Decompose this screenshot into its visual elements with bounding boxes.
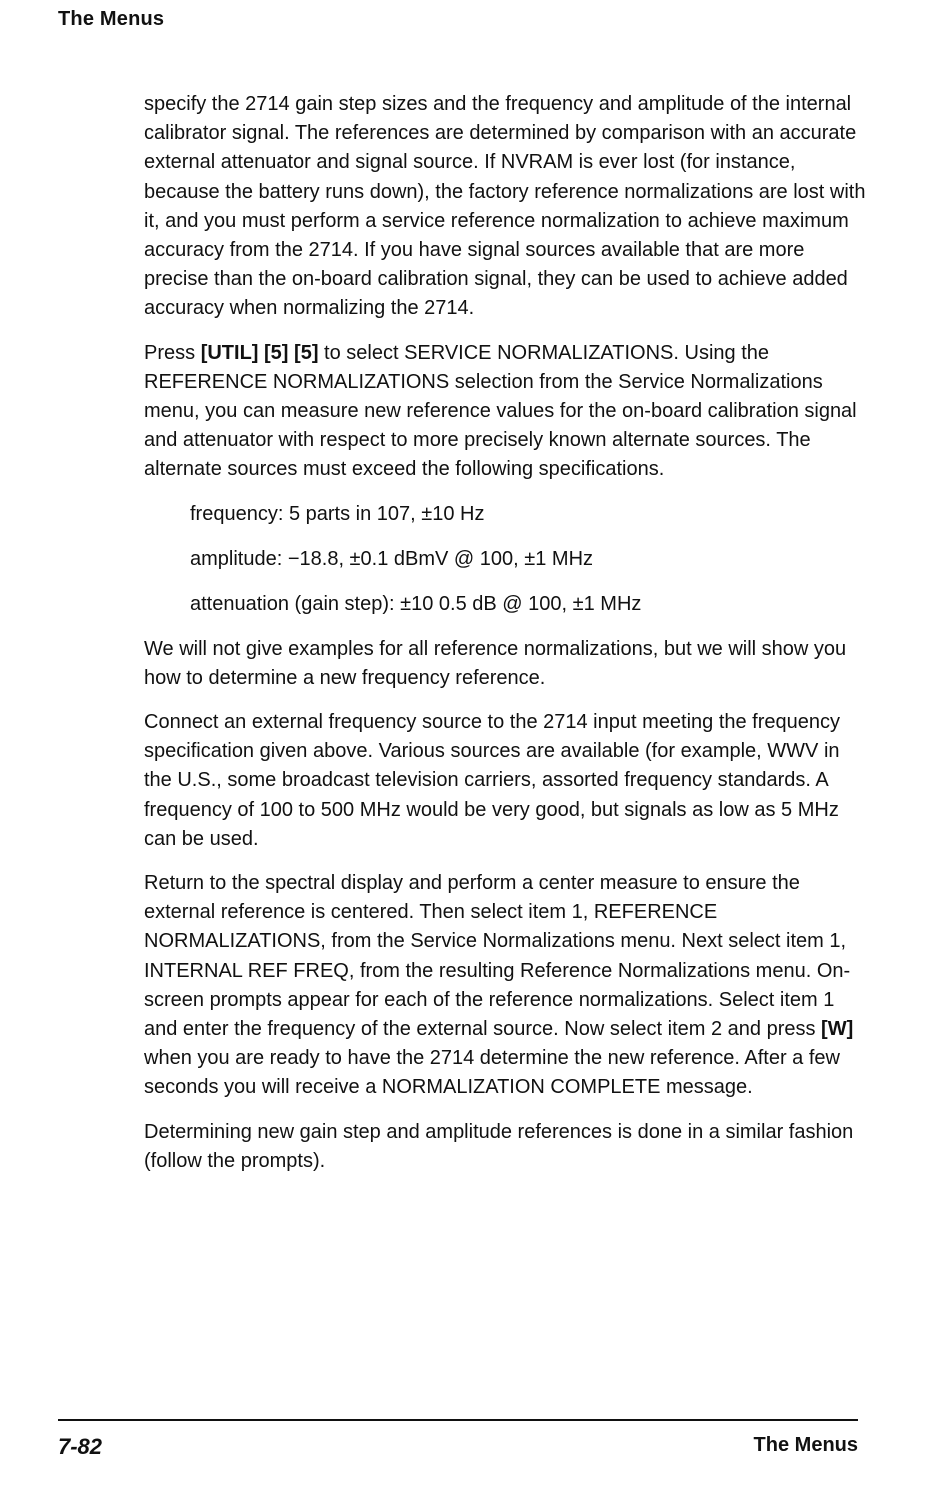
- spec-frequency: frequency: 5 parts in 107, ±10 Hz: [190, 502, 485, 525]
- paragraph-text: Return to the spectral display and perform a center measure to ensure the external reference is centered. Then select item 1, REFERENCE NORMALIZATIONS, from the Service Normalizations menu. Next select item 1, INTERNAL REF FREQ, from the resulting Reference Normalizations menu. On-screen prompts appear for each of the reference normalizations. Select item 1 and enter the frequency of the external source. Now select item 2 and press: [144, 872, 851, 1041]
- paragraph-service-normalizations: [144, 339, 866, 485]
- paragraph-text: to select SERVICE NORMALIZATIONS. Using the REFERENCE NORMALIZATIONS selection from the Service Normalizations menu, you can measure new reference values for the on-board calibration signal and attenuator with respect to more precisely known alternate sources. The alternate sources must exceed the following specifications.: [144, 341, 857, 481]
- key-w: [W]: [821, 1018, 854, 1041]
- spec-amplitude: amplitude: −18.8, ±0.1 dBmV @ 100, ±1 MHz: [190, 547, 594, 570]
- footer-divider: [58, 1419, 858, 1421]
- paragraph-text: Press: [144, 341, 201, 364]
- paragraph-connect-source: Connect an external frequency source to the 2714 input meeting the frequency specification given above. Various sources are available (for example, WWV in the U.S., some broadcast television carriers, assorted frequency standards. A frequency of 100 to 500 MHz would be very good, but signals as low as 5 MHz can be used.: [144, 711, 841, 850]
- paragraph-procedure: [144, 869, 866, 1103]
- paragraph-closing: Determining new gain step and amplitude references is done in a similar fashion (follow the prompts).: [144, 1120, 854, 1172]
- page-body: [144, 90, 866, 1191]
- key-util: [UTIL]: [200, 341, 259, 364]
- key-5-second: [5]: [294, 341, 319, 364]
- paragraph-text: when you are ready to have the 2714 determine the new reference. After a few seconds you will receive a NORMALIZATION COMPLETE message.: [144, 1047, 840, 1099]
- key-5: [5]: [264, 341, 289, 364]
- paragraph-examples-note: We will not give examples for all reference normalizations, but we will show you how to determine a new frequency reference.: [144, 637, 847, 689]
- footer-title: The Menus: [753, 1434, 858, 1456]
- specification-list: [144, 500, 866, 618]
- page-number: 7-82: [58, 1434, 103, 1459]
- spec-attenuation: attenuation (gain step): ±10 0.5 dB @ 100, ±1 MHz: [190, 592, 642, 615]
- paragraph-calibration-intro: specify the 2714 gain step sizes and the frequency and amplitude of the internal calibrator signal. The references are determined by comparison with an accurate external attenuator and signal source. If NVRAM is ever lost (for instance, because the battery runs down), the factory reference normalizations are lost with it, and you must perform a service reference normalization to achieve maximum accuracy from the 2714. If you have signal sources available that are more precise than the on-board calibration signal, they can be used to achieve added accuracy when normalizing the 2714.: [144, 93, 866, 320]
- running-head-title: The Menus: [58, 8, 165, 30]
